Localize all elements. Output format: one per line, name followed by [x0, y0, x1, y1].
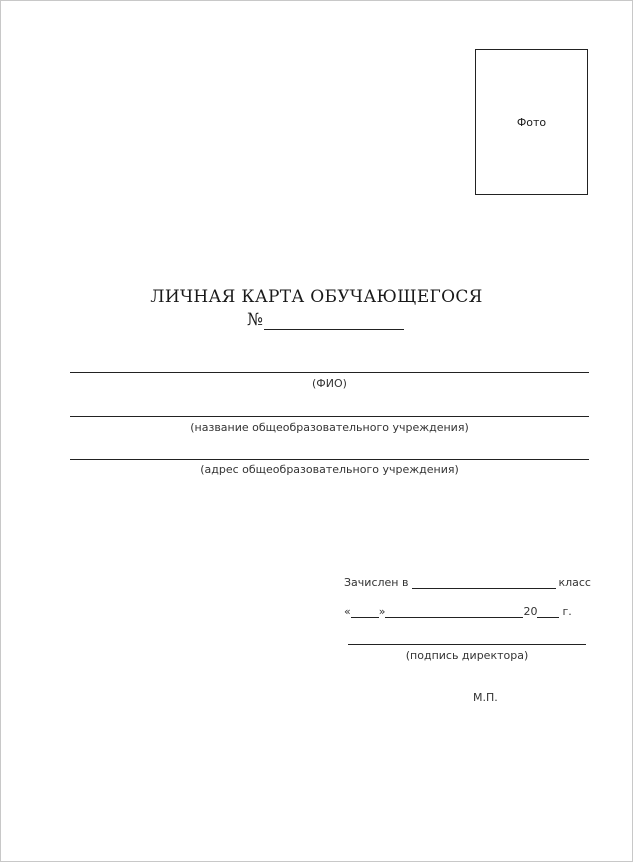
photo-placeholder [475, 49, 588, 195]
school-name-caption: (название общеобразовательного учреждения) [190, 421, 469, 434]
school-address-caption: (адрес общеобразовательного учреждения) [200, 463, 459, 476]
day-blank [351, 605, 379, 618]
date-close-quote: » [378, 605, 386, 618]
year-blank [537, 605, 559, 618]
card-number-field [247, 310, 404, 330]
month-blank [385, 605, 523, 618]
class-label: класс [558, 576, 591, 589]
stamp-place-label: М.П. [473, 691, 498, 704]
fio-line [70, 372, 589, 373]
photo-label: Фото [516, 115, 547, 129]
school-address-line [70, 459, 589, 460]
enrolled-class-row [344, 576, 591, 589]
class-blank [412, 576, 556, 589]
enrolled-in-label: Зачислен в [344, 576, 409, 589]
school-name-line [70, 416, 589, 417]
enrollment-date-row [344, 605, 572, 618]
year-prefix: 20 [523, 605, 538, 618]
number-sign: № [247, 310, 264, 330]
card-number-blank [264, 312, 404, 330]
director-signature-caption: (подпись директора) [405, 649, 529, 662]
fio-caption: (ФИО) [312, 377, 347, 390]
year-suffix: г. [562, 605, 572, 618]
document-title: ЛИЧНАЯ КАРТА ОБУЧАЮЩЕГОСЯ [150, 287, 483, 307]
date-open-quote: « [344, 605, 351, 618]
director-signature-line [348, 644, 586, 645]
